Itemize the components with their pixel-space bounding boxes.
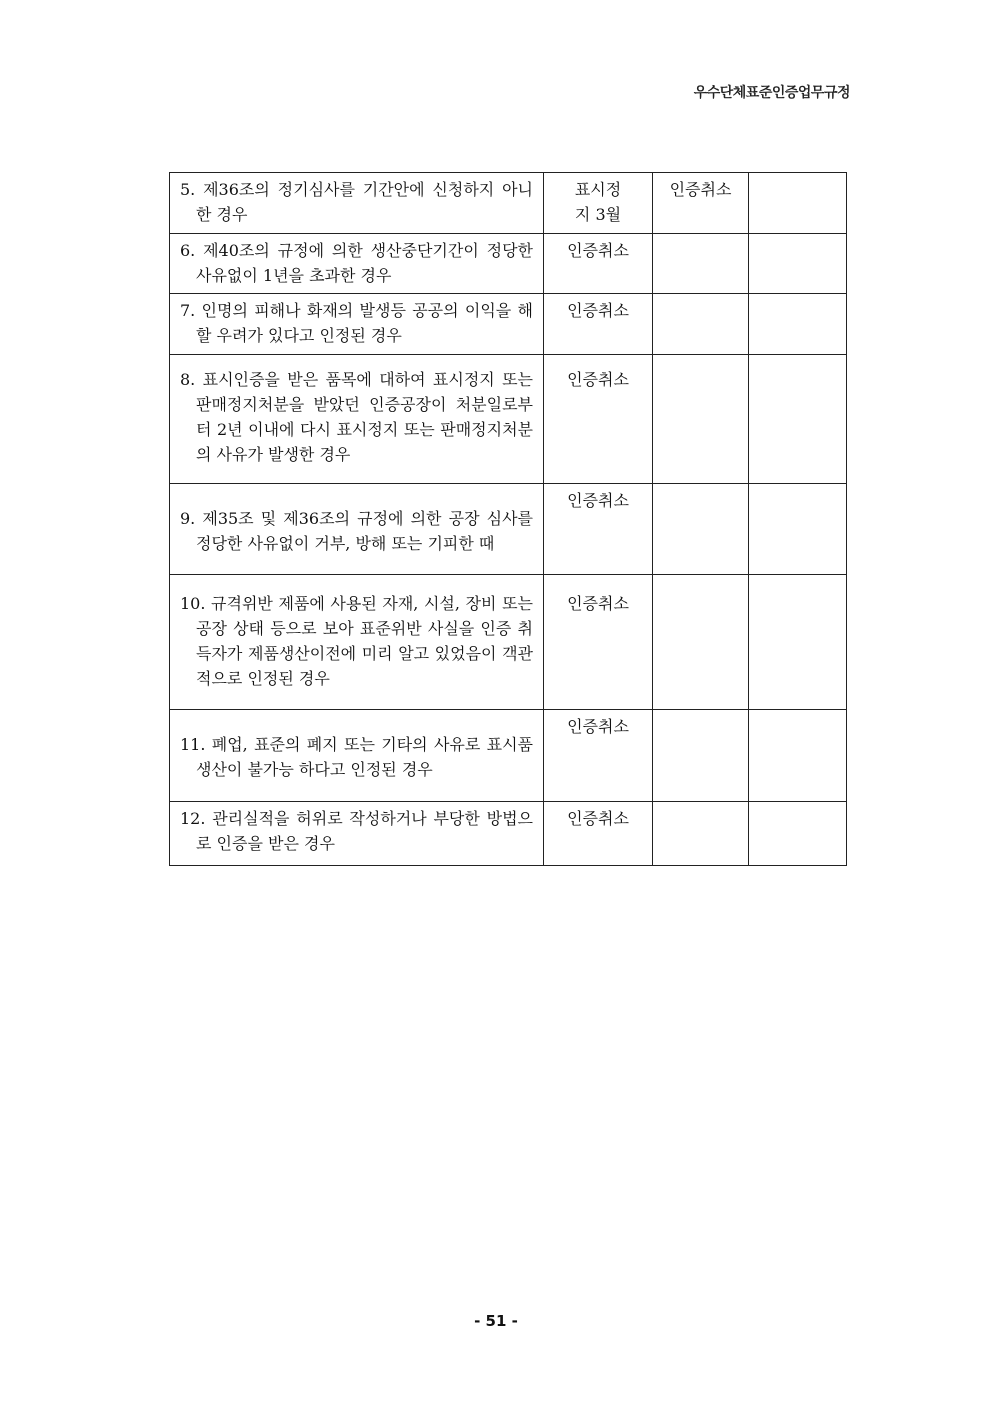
third-action-cell [749,173,847,234]
reason-cell [170,234,544,294]
second-action-cell [653,575,749,710]
table-row [170,575,847,710]
reason-text: 11. 폐업, 표준의 폐지 또는 기타의 사유로 표시품 생산이 불가능 하다고 인정된 경우 [180,735,533,779]
first-action-cell: 인증취소 [544,484,653,575]
first-action-cell: 표시정지 3월 [544,173,653,234]
sanctions-table [169,172,847,866]
reason-cell [170,355,544,484]
third-action-cell [749,355,847,484]
first-action-cell: 인증취소 [544,234,653,294]
third-action-cell [749,294,847,355]
reason-cell [170,484,544,575]
third-action-cell [749,710,847,802]
table-row [170,173,847,234]
first-action-cell: 인증취소 [544,710,653,802]
reason-text: 9. 제35조 및 제36조의 규정에 의한 공장 심사를 정당한 사유없이 거부, 방해 또는 기피한 때 [180,509,533,553]
second-action-cell [653,802,749,866]
third-action-cell [749,484,847,575]
reason-text: 12. 관리실적을 허위로 작성하거나 부당한 방법으로 인증을 받은 경우 [180,809,533,853]
table-row [170,484,847,575]
first-action-cell: 인증취소 [544,294,653,355]
reason-text: 7. 인명의 피해나 화재의 발생등 공공의 이익을 해할 우려가 있다고 인정된 경우 [180,301,533,345]
third-action-cell [749,802,847,866]
third-action-cell [749,234,847,294]
second-action-cell [653,234,749,294]
second-action-cell: 인증취소 [653,173,749,234]
table-row [170,802,847,866]
first-action-cell: 인증취소 [544,355,653,484]
reason-text: 5. 제36조의 정기심사를 기간안에 신청하지 아니한 경우 [180,180,533,224]
reason-cell [170,710,544,802]
reason-text: 6. 제40조의 규정에 의한 생산중단기간이 정당한 사유없이 1년을 초과한 경우 [180,241,533,285]
running-header-title: 우수단체표준인증업무규정 [693,85,850,101]
reason-cell [170,294,544,355]
table-row [170,294,847,355]
second-action-cell [653,484,749,575]
second-action-cell [653,710,749,802]
reason-text: 10. 규격위반 제품에 사용된 자재, 시설, 장비 또는 공장 상태 등으로 보아 표준위반 사실을 인증 취득자가 제품생산이전에 미리 알고 있었음이 객관적으로 인정된 경우 [180,594,533,688]
second-action-cell [653,294,749,355]
third-action-cell [749,575,847,710]
reason-text: 8. 표시인증을 받은 품목에 대하여 표시정지 또는 판매정지처분을 받았던 인증공장이 처분일로부터 2년 이내에 다시 표시정지 또는 판매정지처분의 사유가 발생한 경우 [180,370,533,464]
page-number: - 51 - [474,1312,518,1330]
first-action-cell: 인증취소 [544,575,653,710]
reason-cell [170,575,544,710]
table-row [170,234,847,294]
reason-cell [170,802,544,866]
table-row [170,710,847,802]
second-action-cell [653,355,749,484]
table-row [170,355,847,484]
first-action-cell: 인증취소 [544,802,653,866]
reason-cell [170,173,544,234]
